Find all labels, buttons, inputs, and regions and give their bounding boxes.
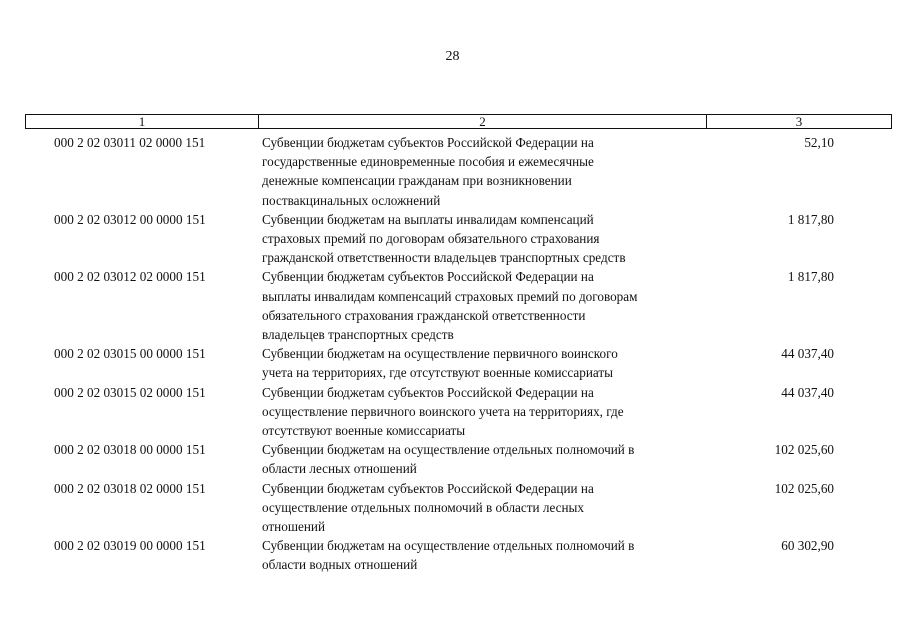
amount: 44 037,40 (781, 384, 834, 400)
description-line: обязательного страхования гражданской ответственности (262, 307, 586, 323)
description (262, 440, 708, 478)
description-line: Субвенции бюджетам субъектов Российской Федерации на (262, 384, 594, 400)
table-row (0, 210, 905, 268)
description (262, 267, 708, 344)
description-line: Субвенции бюджетам субъектов Российской Федерации на (262, 480, 594, 496)
description-line: Субвенции бюджетам на выплаты инвалидам компенсаций (262, 211, 594, 227)
table-row (0, 536, 905, 574)
description-line: области лесных отношений (262, 461, 417, 477)
amount: 52,10 (804, 135, 834, 150)
description-line: денежные компенсации гражданам при возникновении (262, 173, 572, 189)
table-row (0, 383, 905, 441)
description (262, 479, 708, 537)
table-row (0, 440, 905, 478)
budget-code: 000 2 02 03015 02 0000 151 (54, 384, 206, 400)
amount: 44 037,40 (781, 346, 834, 362)
page-number: 28 (445, 49, 460, 64)
table-header (25, 114, 892, 129)
budget-code: 000 2 02 03019 00 0000 151 (54, 538, 206, 554)
description-line: страховых премий по договорам обязательного страхования (262, 231, 600, 247)
description (262, 344, 708, 382)
description-line: Субвенции бюджетам на осуществление первичного воинского (262, 346, 618, 362)
description (262, 383, 708, 441)
description (262, 210, 708, 268)
budget-code: 000 2 02 03015 00 0000 151 (54, 346, 206, 362)
description-line: гражданской ответственности владельцев транспортных средств (262, 250, 626, 266)
description-line: осуществление первичного воинского учета на территориях, где (262, 403, 624, 419)
budget-code: 000 2 02 03012 02 0000 151 (54, 269, 206, 285)
amount: 102 025,60 (774, 480, 834, 496)
budget-code: 000 2 02 03018 02 0000 151 (54, 480, 206, 496)
column-header-amount: 3 (795, 114, 803, 129)
description-line: Субвенции бюджетам субъектов Российской Федерации на (262, 135, 594, 150)
description-line: учета на территориях, где отсутствуют военные комиссариаты (262, 365, 614, 381)
table-body (0, 133, 905, 575)
description-line: отношений (262, 519, 326, 535)
description (262, 133, 708, 210)
description-line: осуществление отдельных полномочий в области лесных (262, 499, 585, 515)
budget-code: 000 2 02 03012 00 0000 151 (54, 211, 206, 227)
description-line: поствакцинальных осложнений (262, 192, 441, 208)
budget-code: 000 2 02 03011 02 0000 151 (54, 135, 206, 150)
description-line: владельцев транспортных средств (262, 327, 454, 343)
budget-code: 000 2 02 03018 00 0000 151 (54, 442, 206, 458)
column-header-description: 2 (259, 115, 707, 128)
description-line: Субвенции бюджетам субъектов Российской Федерации на (262, 269, 594, 285)
column-header-code: 1 (26, 115, 259, 128)
table-row (0, 267, 905, 344)
amount: 1 817,80 (787, 211, 834, 227)
description-line: Субвенции бюджетам на осуществление отдельных полномочий в (262, 538, 635, 554)
description-line: выплаты инвалидам компенсаций страховых премий по договорам (262, 288, 638, 304)
description-line: отсутствуют военные комиссариаты (262, 423, 466, 439)
description (262, 536, 708, 574)
amount: 60 302,90 (781, 538, 834, 554)
description-line: государственные единовременные пособия и ежемесячные (262, 154, 594, 170)
table-row (0, 133, 905, 210)
table-row (0, 479, 905, 537)
description-line: Субвенции бюджетам на осуществление отдельных полномочий в (262, 442, 635, 458)
amount: 1 817,80 (787, 269, 834, 285)
description-line: области водных отношений (262, 557, 418, 573)
table-row (0, 344, 905, 382)
amount: 102 025,60 (774, 442, 834, 458)
